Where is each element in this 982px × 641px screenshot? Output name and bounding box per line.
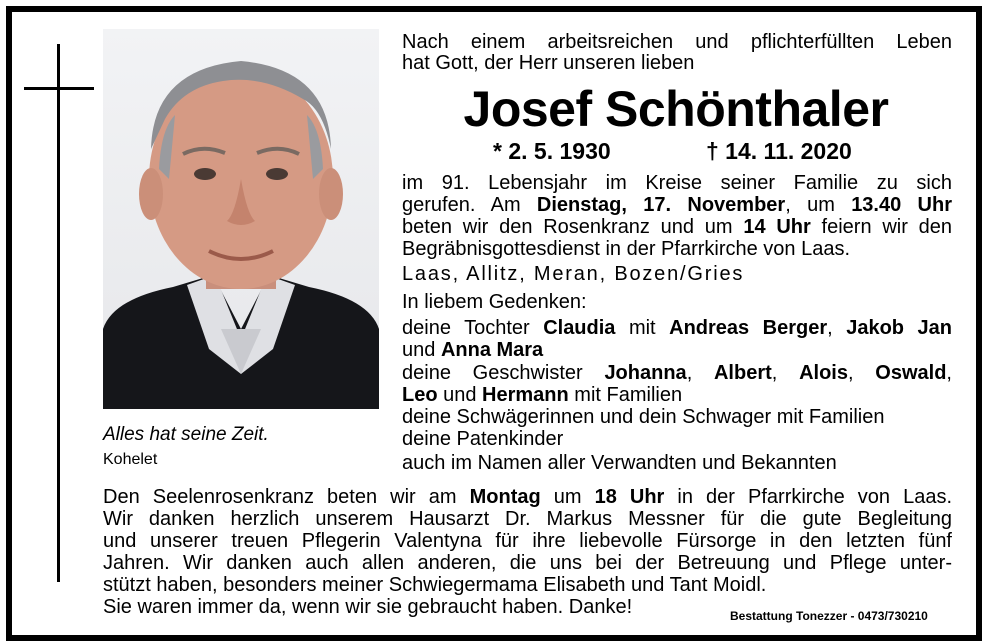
closing-line-1 xyxy=(103,486,952,508)
text: , xyxy=(771,362,800,384)
quote-source: Kohelet xyxy=(103,451,158,468)
mourners-line-1 xyxy=(402,317,952,339)
text: um xyxy=(540,486,595,508)
birth-date: * 2. 5. 1930 xyxy=(493,138,611,164)
mourner-name: Leo xyxy=(402,384,438,406)
quote-text: Alles hat seine Zeit. xyxy=(103,424,269,445)
text: , um xyxy=(785,194,852,216)
closing-line-4: Jahren. Wir danken auch allen anderen, die uns bei der Betreuung und Pflege unter- xyxy=(103,552,952,574)
text: deine Tochter xyxy=(402,317,544,339)
mourners-line-2 xyxy=(402,339,543,361)
text: gerufen. Am xyxy=(402,194,537,216)
closing-line-6: Sie waren immer da, wenn wir sie gebraucht haben. Danke! xyxy=(103,596,633,618)
mourner-name: Claudia xyxy=(543,317,616,339)
text: Den Seelenrosenkranz beten wir am xyxy=(103,486,470,508)
funeral-home-credit: Bestattung Tonezzer - 0473/730210 xyxy=(730,609,928,623)
mourner-name: Albert xyxy=(713,362,772,384)
text: beten wir den Rosenkranz und um xyxy=(402,216,744,238)
text: und xyxy=(402,339,441,361)
cross-icon xyxy=(57,44,60,582)
text: , xyxy=(946,362,952,384)
text: feiern wir den xyxy=(810,216,952,238)
body-line-4: Begräbnisgottesdienst in der Pfarrkirche von Laas. xyxy=(402,238,851,260)
portrait-photo xyxy=(103,29,379,409)
places-line: Laas, Allitz, Meran, Bozen/Gries xyxy=(402,263,745,285)
mourners-line-7: auch im Namen aller Verwandten und Bekannten xyxy=(402,452,837,474)
death-date: † 14. 11. 2020 xyxy=(706,138,852,164)
intro-line-1: Nach einem arbeitsreichen und pflichterfüllten Leben xyxy=(402,31,952,53)
text: , xyxy=(827,317,847,339)
mourner-name: Oswald xyxy=(875,362,947,384)
mourners-line-5: deine Schwägerinnen und dein Schwager mit Familien xyxy=(402,406,885,428)
rosary-day: Montag xyxy=(469,486,541,508)
rosary-time: 13.40 Uhr xyxy=(851,194,952,216)
closing-line-2: Wir danken herzlich unserem Hausarzt Dr. Markus Messner für die gute Begleitung xyxy=(103,508,952,530)
mourner-name: Hermann xyxy=(482,384,569,406)
text: , xyxy=(847,362,876,384)
closing-line-3: und unserer treuen Pflegerin Valentyna für ihre liebevolle Fürsorge in den letzten fünf xyxy=(103,530,952,552)
mourners-line-6: deine Patenkinder xyxy=(402,428,564,450)
body-line-1: im 91. Lebensjahr im Kreise seiner Familie zu sich xyxy=(402,172,952,194)
mourner-name: Alois xyxy=(799,362,848,384)
text: mit xyxy=(615,317,670,339)
mourner-name: Jakob Jan xyxy=(846,317,952,339)
text: deine Geschwister xyxy=(402,362,605,384)
mourner-name: Anna Mara xyxy=(440,339,544,361)
text: in der Pfarrkirche von Laas. xyxy=(664,486,953,508)
intro-line-2: hat Gott, der Herr unseren lieben xyxy=(402,52,695,74)
mourner-name: Andreas Berger xyxy=(669,317,828,339)
deceased-name: Josef Schönthaler xyxy=(463,81,889,137)
rosary-hour: 18 Uhr xyxy=(594,486,665,508)
body-line-2 xyxy=(402,194,952,216)
text: und xyxy=(437,384,483,406)
text: mit Familien xyxy=(568,384,683,406)
cross-icon-bar xyxy=(24,87,94,90)
text: , xyxy=(686,362,714,384)
body-line-3 xyxy=(402,216,952,238)
closing-line-5: stützt haben, besonders meiner Schwiegermama Elisabeth und Tant Moidl. xyxy=(103,574,767,596)
mourners-line-4 xyxy=(402,384,682,406)
service-time: 14 Uhr xyxy=(743,216,811,238)
mourners-heading: In liebem Gedenken: xyxy=(402,291,587,313)
mourner-name: Johanna xyxy=(604,362,687,384)
mourners-line-3 xyxy=(402,362,952,384)
funeral-date: Dienstag, 17. November xyxy=(536,194,786,216)
